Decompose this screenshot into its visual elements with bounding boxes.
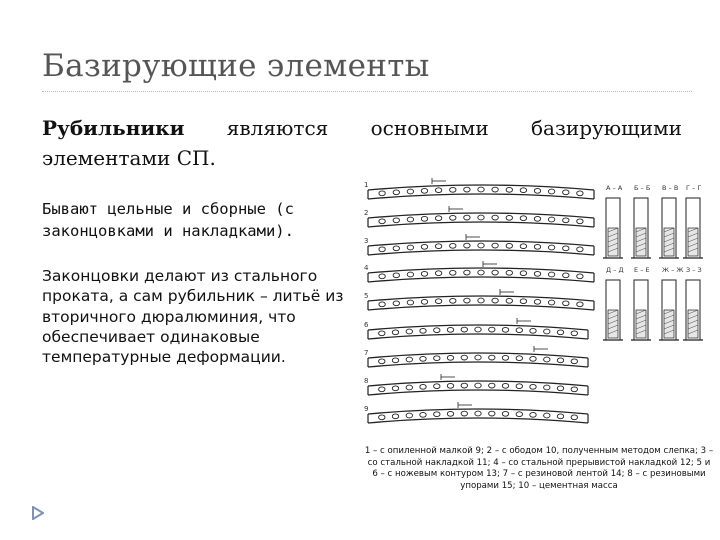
rib-hole [534, 188, 540, 193]
rib-hole [421, 188, 427, 193]
rib-hole [516, 328, 522, 333]
rib-number: 8 [364, 377, 369, 385]
rib-hole [464, 298, 470, 303]
rib-hole [406, 329, 412, 334]
rib-profile [364, 346, 588, 367]
rib-hole [492, 187, 498, 192]
rib-number: 1 [364, 181, 369, 189]
rib-hole [571, 415, 577, 420]
rib-hole [407, 272, 413, 277]
rib-hole [475, 383, 481, 388]
rib-hole [478, 215, 484, 220]
rib-hole [492, 243, 498, 248]
rib-hole [450, 243, 456, 248]
rib-hole [577, 191, 583, 196]
rib-hole [406, 413, 412, 418]
rib-hole [407, 217, 413, 222]
rib-number: 2 [364, 209, 369, 217]
rib-number: 6 [364, 321, 369, 329]
rib-hole [421, 244, 427, 249]
rib-hole [421, 299, 427, 304]
intro-paragraph [42, 113, 682, 173]
rib-hole [577, 247, 583, 252]
section-fill [636, 310, 646, 338]
rib-profile [364, 289, 594, 310]
figure-caption: 1 – с опиленной малкой 9; 2 – с ободом 10, полученным методом слепка; 3 – со стальной накладкой 11; 4 – со стальной прерывистой накладкой 12; 5 и 6 – с ножевым контуром 13; 7 – с резиновой лентой 14; 8 – с резиновыми упорами 15; 10 – цементная масса [364, 446, 714, 491]
rib-hole [435, 216, 441, 221]
rib-number: 9 [364, 405, 369, 413]
rib-hole [435, 299, 441, 304]
rib-hole [544, 357, 550, 362]
rib-hole [379, 331, 385, 336]
rib-profile [364, 178, 594, 199]
rib-hole [544, 329, 550, 334]
rib-inner-edge [368, 250, 594, 255]
paragraph-types: Бывают цельные и сборные (с законцовками и накладками). [42, 200, 294, 240]
rib-hole [379, 415, 385, 420]
rib-inner-edge [368, 222, 594, 227]
rib-hole [577, 219, 583, 224]
rib-hole [557, 330, 563, 335]
rib-hole [434, 384, 440, 389]
rib-hole [475, 327, 481, 332]
cross-sections [603, 184, 703, 340]
rib-hole [557, 358, 563, 363]
rib-hole [489, 411, 495, 416]
rib-hole [435, 244, 441, 249]
rib-hole [492, 270, 498, 275]
rib-inner-edge [368, 277, 594, 282]
rib-number: 4 [364, 264, 369, 272]
rib-hole [534, 299, 540, 304]
section-label: Ж – Ж [662, 266, 684, 274]
rib-hole [563, 273, 569, 278]
rib-hole [464, 270, 470, 275]
rib-hole [530, 384, 536, 389]
cross-section [683, 184, 703, 258]
intro-word-3: основными [370, 116, 489, 140]
rib-hole [516, 412, 522, 417]
rib-hole [450, 270, 456, 275]
rib-hole [450, 215, 456, 220]
rib-hole [475, 355, 481, 360]
rib-hole [450, 187, 456, 192]
rib-hole [475, 411, 481, 416]
slide-title: Базирующие элементы [42, 48, 430, 84]
rib-hole [520, 216, 526, 221]
rib-inner-edge [368, 362, 588, 367]
rib-hole [435, 271, 441, 276]
rib-hole [530, 412, 536, 417]
rib-hole [563, 246, 569, 251]
rib-hole [393, 273, 399, 278]
rib-number: 5 [364, 292, 369, 300]
rib-hole [421, 271, 427, 276]
cross-section [603, 184, 623, 258]
rib-hole [379, 274, 385, 279]
rib-hole [420, 328, 426, 333]
rib-hole [464, 187, 470, 192]
rib-inner-edge [368, 390, 588, 395]
rib-hole [464, 215, 470, 220]
rib-hole [420, 412, 426, 417]
rib-hole [557, 386, 563, 391]
rib-hole [420, 356, 426, 361]
section-fill [664, 228, 674, 256]
rib-hole [563, 190, 569, 195]
rib-hole [393, 190, 399, 195]
rib-hole [577, 274, 583, 279]
rib-hole [478, 298, 484, 303]
rib-hole [534, 244, 540, 249]
rib-hole [577, 302, 583, 307]
rib-hole [571, 387, 577, 392]
rib-hole [548, 245, 554, 250]
rib-number: 7 [364, 349, 369, 357]
section-fill [608, 228, 618, 256]
rib-hole [506, 187, 512, 192]
title-divider [42, 91, 692, 92]
rib-hole [379, 302, 385, 307]
rib-inner-edge [368, 334, 588, 339]
rib-hole [502, 355, 508, 360]
rib-drawings-figure [362, 168, 714, 444]
rib-hole [571, 331, 577, 336]
rib-hole [563, 301, 569, 306]
rib-number: 3 [364, 237, 369, 245]
section-label: Д – Д [606, 266, 624, 274]
rib-profile [364, 206, 594, 227]
rib-hole [421, 216, 427, 221]
rib-hole [464, 243, 470, 248]
section-label: Г – Г [686, 184, 702, 192]
rib-hole [492, 298, 498, 303]
rib-hole [563, 218, 569, 223]
rib-hole [516, 356, 522, 361]
rib-hole [489, 355, 495, 360]
rib-hole [502, 383, 508, 388]
rib-hole [407, 245, 413, 250]
rib-hole [506, 270, 512, 275]
rib-hole [447, 383, 453, 388]
rib-hole [502, 411, 508, 416]
rib-hole [478, 187, 484, 192]
rib-hole [393, 246, 399, 251]
rib-hole [435, 188, 441, 193]
section-label: А – А [606, 184, 623, 192]
rib-hole [530, 356, 536, 361]
rib-hole [379, 359, 385, 364]
rib-hole [434, 412, 440, 417]
rib-hole [520, 271, 526, 276]
rib-profiles [364, 178, 594, 423]
rib-hole [407, 189, 413, 194]
section-label: Е – Е [634, 266, 650, 274]
section-fill [688, 310, 698, 338]
rib-hole [461, 411, 467, 416]
rib-hole [557, 414, 563, 419]
cross-section [659, 184, 679, 258]
rib-hole [544, 413, 550, 418]
rib-hole [478, 270, 484, 275]
rib-hole [461, 383, 467, 388]
rib-hole [420, 384, 426, 389]
rib-profile [364, 261, 594, 282]
rib-hole [502, 327, 508, 332]
cross-section [631, 184, 651, 258]
paragraph-materials: Законцовки делают из стального проката, а сам рубильник – литьё из вторичного дюралюминия, что обеспечивает одинаковые температурные деформации. [42, 267, 344, 367]
rib-hole [392, 386, 398, 391]
section-label: В – В [662, 184, 679, 192]
rib-hole [548, 272, 554, 277]
rib-hole [520, 299, 526, 304]
rib-hole [489, 327, 495, 332]
cross-section [603, 266, 624, 340]
bullet-triangle-icon [32, 506, 44, 520]
rib-hole [506, 215, 512, 220]
rib-hole [379, 191, 385, 196]
rib-hole [406, 385, 412, 390]
rib-inner-edge [368, 305, 594, 310]
intro-bold-word: Рубильники [42, 116, 185, 140]
rib-hole [506, 298, 512, 303]
rib-hole [461, 355, 467, 360]
section-fill [608, 310, 618, 338]
rib-inner-edge [368, 194, 594, 199]
rib-hole [447, 411, 453, 416]
rib-hole [544, 385, 550, 390]
intro-word-4: базирующими [531, 116, 682, 140]
intro-line-2: элементами СП. [42, 146, 216, 170]
intro-word-2: являются [226, 116, 329, 140]
rib-hole [492, 215, 498, 220]
rib-hole [393, 218, 399, 223]
rib-hole [489, 383, 495, 388]
rib-hole [450, 298, 456, 303]
section-fill [636, 228, 646, 256]
cross-section [659, 266, 683, 340]
rib-hole [379, 247, 385, 252]
section-fill [664, 310, 674, 338]
rib-profile [364, 234, 594, 255]
cross-section [683, 266, 703, 340]
rib-hole [534, 216, 540, 221]
rib-hole [406, 357, 412, 362]
rib-inner-edge [368, 418, 588, 423]
rib-hole [461, 327, 467, 332]
rib-hole [548, 300, 554, 305]
rib-hole [520, 188, 526, 193]
rib-profile [364, 318, 588, 339]
section-label: З – З [686, 266, 702, 274]
rib-hole [520, 244, 526, 249]
rib-hole [478, 243, 484, 248]
rib-hole [447, 355, 453, 360]
rib-hole [548, 217, 554, 222]
rib-hole [530, 328, 536, 333]
section-fill [688, 228, 698, 256]
rib-hole [393, 301, 399, 306]
rib-hole [534, 271, 540, 276]
rib-hole [392, 414, 398, 419]
rib-profile [364, 402, 588, 423]
rib-hole [548, 189, 554, 194]
rib-hole [434, 356, 440, 361]
rib-hole [571, 359, 577, 364]
rib-hole [392, 358, 398, 363]
rib-hole [434, 328, 440, 333]
rib-hole [506, 243, 512, 248]
rib-hole [379, 387, 385, 392]
cross-section [631, 266, 651, 340]
rib-hole [516, 384, 522, 389]
rib-hole [447, 327, 453, 332]
rib-hole [392, 330, 398, 335]
section-label: Б – Б [634, 184, 651, 192]
rib-hole [379, 219, 385, 224]
rib-hole [407, 300, 413, 305]
rib-profile [364, 374, 588, 395]
